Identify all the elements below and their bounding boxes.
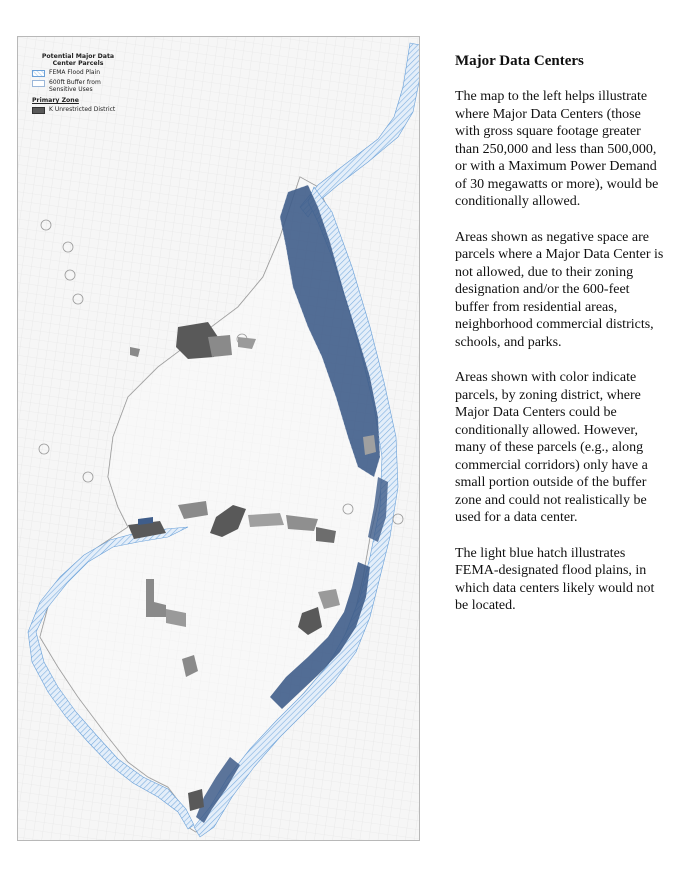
legend-item-buffer xyxy=(32,80,124,93)
description-panel xyxy=(455,52,665,633)
flood-plain-swatch xyxy=(32,70,45,77)
legend-label: 600ft Buffer from Sensitive Uses xyxy=(49,79,101,93)
legend-label: K Unrestricted District xyxy=(49,106,116,113)
paragraph-intro: The map to the left helps illustrate where Major Data Centers (those with gross square footage greater than 250,000 and less than 500,000, or with a Maximum Power Demand of 30 megawatts or more), would be conditionally allowed. xyxy=(455,89,659,209)
buffer-swatch xyxy=(32,80,45,87)
paragraph-colored-areas: Areas shown with color indicate parcels, by zoning district, where Major Data Centers could be conditionally allowed. However, many of these parcels (e.g., along commercial corridors) only have a small portion outside of the buffer zone and could not realistically be used for a data center. xyxy=(455,370,648,525)
paragraph-flood-plain: The light blue hatch illustrates FEMA-designated flood plains, in which data centers likely would not be located. xyxy=(455,545,655,613)
legend-label: FEMA Flood Plain xyxy=(49,69,101,76)
legend-title: Potential Major Data Center Parcels xyxy=(41,53,115,67)
map-legend xyxy=(32,53,124,114)
paragraph-negative-space: Areas shown as negative space are parcels where a Major Data Center is not allowed, due to their zoning designation and/or the 600-feet buffer from residential areas, neighborhood commercial districts, schools, and parks. xyxy=(455,229,664,350)
legend-section-title: Primary Zone xyxy=(32,97,79,104)
zoning-map xyxy=(17,36,420,841)
legend-item-k-district xyxy=(32,107,124,114)
page-heading: Major Data Centers xyxy=(455,53,584,69)
k-district-swatch xyxy=(32,107,45,114)
map-graphic xyxy=(18,37,420,841)
legend-item-flood-plain xyxy=(32,70,124,77)
